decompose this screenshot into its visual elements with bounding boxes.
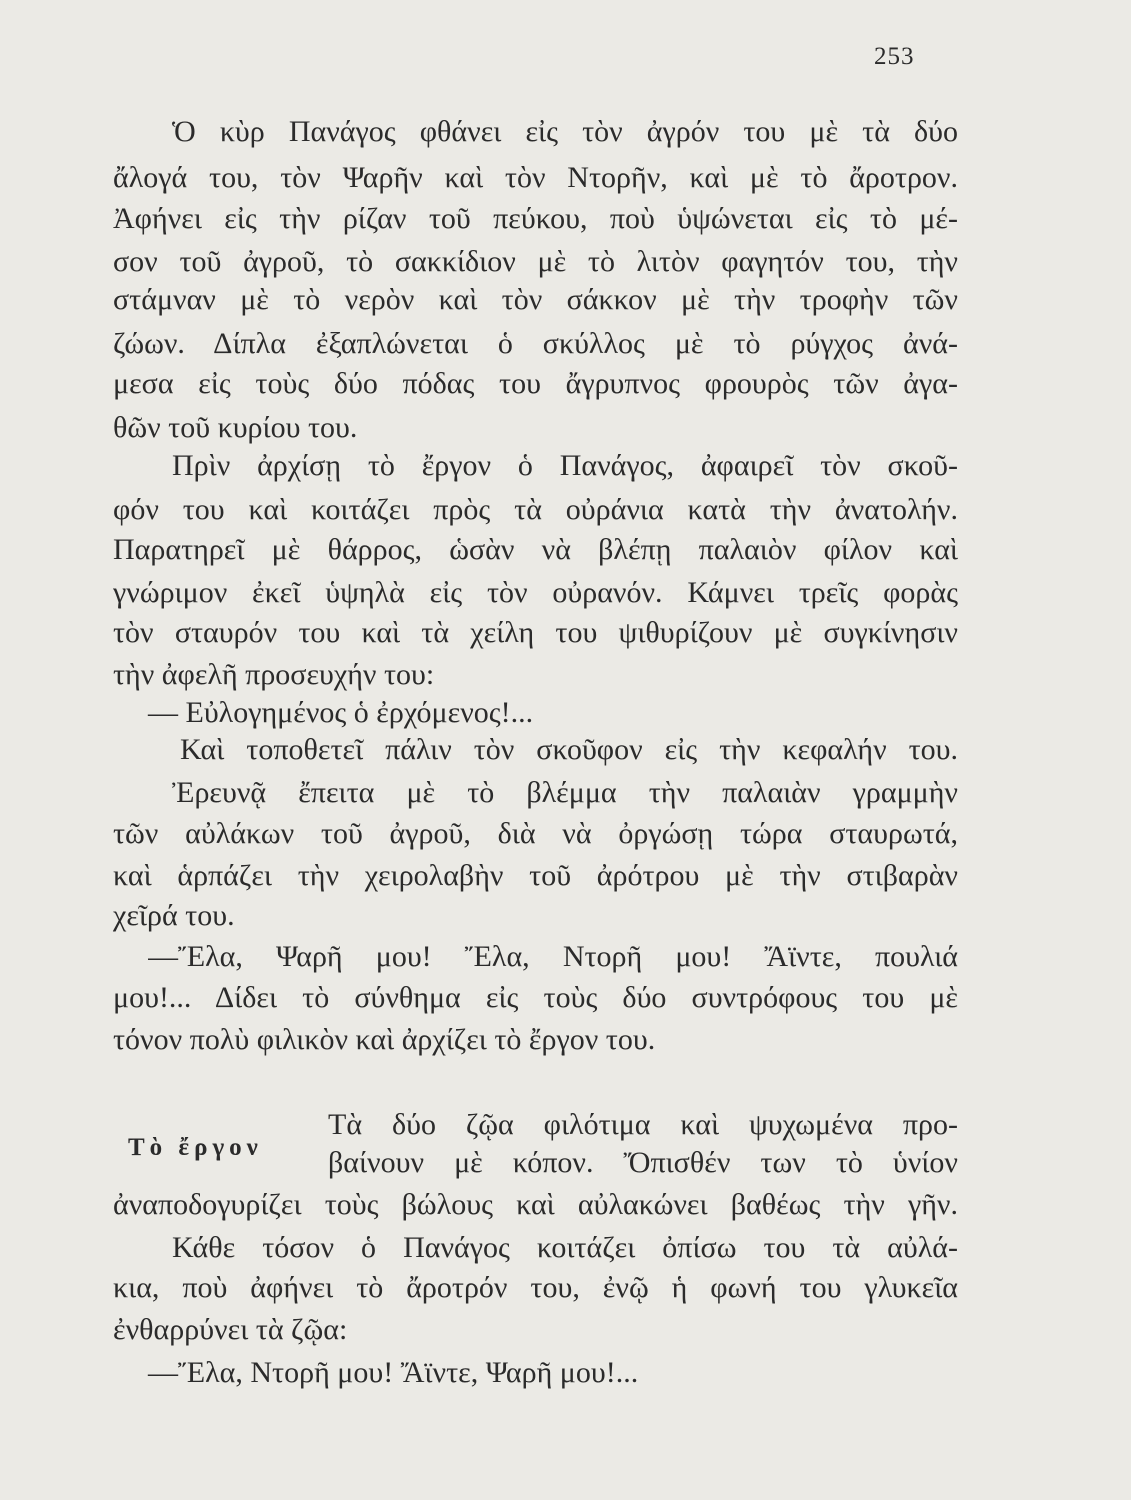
body-line: τὸν σταυρόν του καὶ τὰ χείλη του ψιθυρίζουν μὲ συγκίνησιν (113, 616, 958, 649)
body-line: Ὁ κὺρ Πανάγος φθάνει εἰς τὸν ἀγρόν του μὲ τὰ δύο (172, 115, 958, 148)
body-line: γνώριμον ἐκεῖ ὑψηλὰ εἰς τὸν οὐρανόν. Κάμνει τρεῖς φορὰς (113, 576, 958, 609)
body-line: —Ἔλα, Ψαρῆ μου! Ἔλα, Ντορῆ μου! Ἄϊντε, πουλιά (148, 940, 958, 973)
body-line: Παρατηρεῖ μὲ θάρρος, ὡσὰν νὰ βλέπῃ παλαιὸν φίλον καὶ (113, 533, 958, 566)
body-line: καὶ ἁρπάζει τὴν χειρολαβὴν τοῦ ἀρότρου μὲ τὴν στιβαρὰν (113, 859, 958, 892)
body-line: Ἀφήνει εἰς τὴν ρίζαν τοῦ πεύκου, ποὺ ὑψώνεται εἰς τὸ μέ- (113, 202, 958, 235)
body-line: μεσα εἰς τοὺς δύο πόδας του ἄγρυπνος φρουρὸς τῶν ἀγα- (113, 367, 958, 400)
body-line: — Εὐλογημένος ὁ ἐρχόμενος!... (148, 696, 534, 729)
body-line: τῶν αὐλάκων τοῦ ἀγροῦ, διὰ νὰ ὀργώσῃ τώρα σταυρωτά, (113, 817, 958, 850)
body-line: τόνον πολὺ φιλικὸν καὶ ἀρχίζει τὸ ἔργον του. (113, 1023, 656, 1056)
body-line: φόν του καὶ κοιτάζει πρὸς τὰ οὐράνια κατὰ τὴν ἀνατολήν. (113, 493, 958, 526)
body-line: θῶν τοῦ κυρίου του. (113, 411, 358, 444)
body-line: μου!... Δίδει τὸ σύνθημα εἰς τοὺς δύο συντρόφους του μὲ (113, 981, 958, 1014)
body-line: στάμναν μὲ τὸ νερὸν καὶ τὸν σάκκον μὲ τὴν τροφὴν τῶν (113, 283, 958, 316)
body-line: χεῖρά του. (113, 899, 235, 932)
body-line: ἐνθαρρύνει τὰ ζῷα: (113, 1313, 348, 1346)
body-line: ζώων. Δίπλα ἐξαπλώνεται ὁ σκύλλος μὲ τὸ ρύγχος ἀνά- (113, 327, 958, 360)
body-line: ἄλογά του, τὸν Ψαρῆν καὶ τὸν Ντορῆν, καὶ μὲ τὸ ἄροτρον. (113, 161, 958, 194)
side-heading: Τὸ ἔργον (128, 1134, 263, 1161)
body-line: Ἐρευνᾷ ἔπειτα μὲ τὸ βλέμμα τὴν παλαιὰν γραμμὴν (172, 776, 958, 809)
body-line: κια, ποὺ ἀφήνει τὸ ἄροτρόν του, ἐνῷ ἡ φωνή του γλυκεῖα (113, 1271, 958, 1304)
body-line: Καὶ τοποθετεῖ πάλιν τὸν σκοῦφον εἰς τὴν κεφαλήν του. (180, 733, 958, 766)
body-line: Τὰ δύο ζῷα φιλότιμα καὶ ψυχωμένα προ- (328, 1108, 958, 1141)
body-line: τὴν ἀφελῆ προσευχήν του: (113, 658, 435, 691)
body-line: βαίνουν μὲ κόπον. Ὄπισθέν των τὸ ὑνίον (328, 1146, 958, 1179)
body-line: Κάθε τόσον ὁ Πανάγος κοιτάζει ὀπίσω του τὰ αὐλά- (172, 1231, 958, 1264)
body-line: Πρὶν ἀρχίσῃ τὸ ἔργον ὁ Πανάγος, ἀφαιρεῖ τὸν σκοῦ- (172, 449, 958, 482)
body-line: σον τοῦ ἀγροῦ, τὸ σακκίδιον μὲ τὸ λιτὸν φαγητόν του, τὴν (113, 245, 958, 278)
body-line: —Ἔλα, Ντορῆ μου! Ἄϊντε, Ψαρῆ μου!... (148, 1356, 639, 1389)
page-number: 253 (874, 43, 915, 70)
body-line: ἀναποδογυρίζει τοὺς βώλους καὶ αὐλακώνει βαθέως τὴν γῆν. (113, 1188, 958, 1221)
